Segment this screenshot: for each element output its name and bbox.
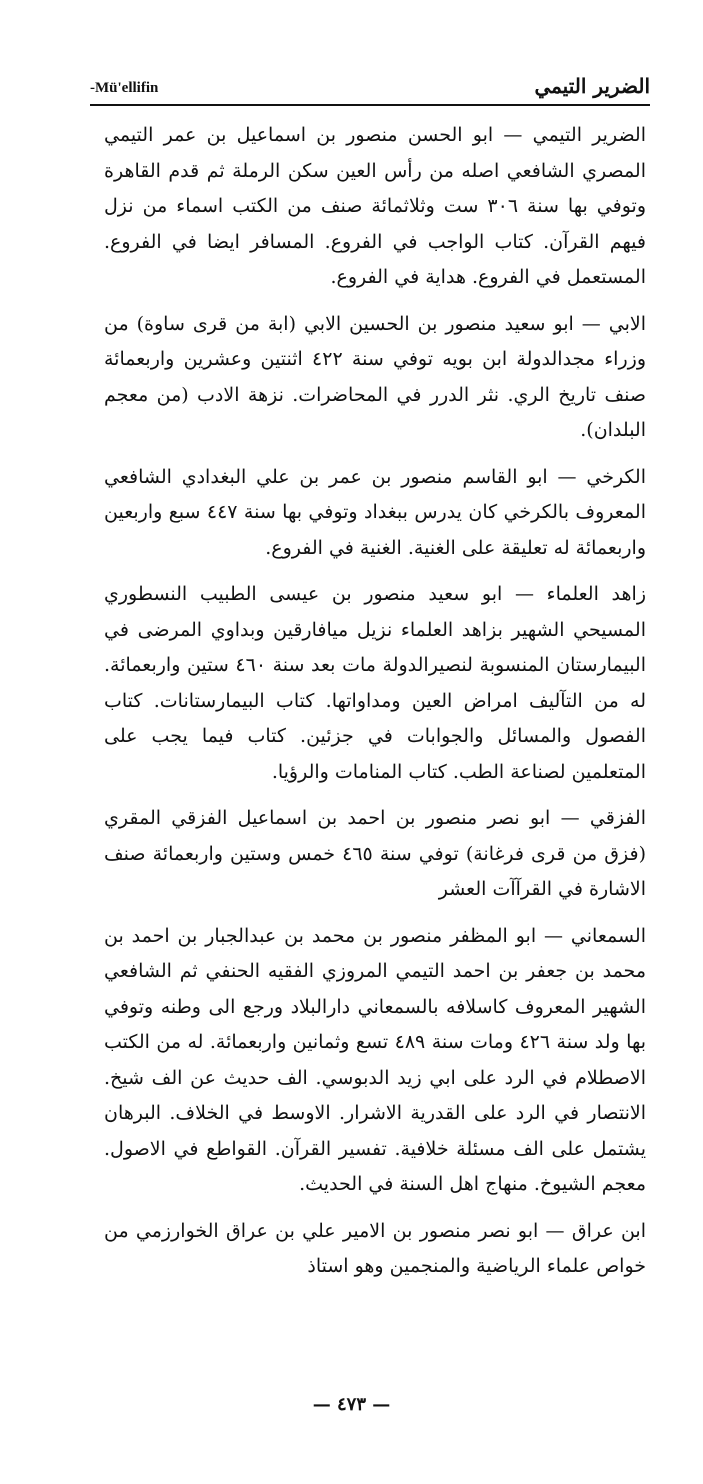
entry-al-samani (104, 919, 646, 1203)
entry-text: ابن عراق — ابو نصر منصور بن الامير علي بن عراق الخوارزمي من خواص علماء الرياضية والمنجمين وهو استاذ (104, 1219, 646, 1277)
page-number: — ٤٧٣ — (312, 1394, 391, 1415)
entry-text: الكرخي — ابو القاسم منصور بن عمر بن علي البغدادي الشافعي المعروف بالكرخي كان يدرس ببغداد وتوفي بها سنة ٤٤٧ سبع واربعين واربعمائة له تعليقة على الغنية. الغنية في الفروع. (104, 465, 646, 559)
header-left-label: -Mü'ellifin (90, 80, 159, 96)
header-rule (90, 104, 650, 106)
entry-al-fazaqi (104, 801, 646, 908)
entry-text: زاهد العلماء — ابو سعيد منصور بن عيسى الطبيب النسطوري المسيحي الشهير بزاهد العلماء نزيل ميافارقين وبداوي المرضى في البيمارستان المنسوبة لنصيرالدولة مات بعد سنة ٤٦٠ ستين واربعمائة. له من التآليف امراض العين ومداواتها. كتاب البيمارستانات. كتاب الفصول والمسائل والجوابات في جزئين. كتاب فيما يجب على المتعلمين لصناعة الطب. كتاب المنامات والرؤيا. (104, 583, 646, 783)
body-text (104, 118, 646, 1296)
entry-al-darir-al-taymi (104, 118, 646, 296)
entry-ibn-iraq (104, 1214, 646, 1285)
entry-text: الفزقي — ابو نصر منصور بن احمد بن اسماعيل الفزقي المقري (فزق من قرى فرغانة) توفي سنة ٤٦٥ خمس وستين واربعمائة صنف الاشارة في القرآآت العشر (104, 807, 646, 900)
running-header (90, 74, 650, 104)
entry-al-abi (104, 307, 646, 449)
entry-al-karkhi (104, 460, 646, 567)
entry-zahid-al-ulama (104, 577, 646, 790)
entry-text: الضرير التيمي — ابو الحسن منصور بن اسماعيل بن عمر التيمي المصري الشافعي اصله من رأس العين سكن الرملة ثم قدم القاهرة وتوفي بها سنة ٣٠٦ ست وثلاثمائة صنف من الكتب اسماء من نزل فيهم القرآن. كتاب الواجب في الفروع. المسافر ايضا في الفروع. المستعمل في الفروع. هداية في الفروع. (104, 124, 646, 288)
entry-text: الابي — ابو سعيد منصور بن الحسين الابي (ابة من قرى ساوة) من وزراء مجدالدولة ابن بويه توفي سنة ٤٢٢ اثنتين وعشرين واربعمائة صنف تاريخ الري. نثر الدرر في المحاضرات. نزهة الادب (من معجم البلدان). (104, 312, 646, 441)
header-right-title: الضرير التيمي (534, 74, 650, 98)
entry-text: السمعاني — ابو المظفر منصور بن محمد بن عبدالجبار بن احمد بن محمد بن جعفر بن احمد التيمي المروزي الفقيه الحنفي ثم الشافعي الشهير المعروف كاسلافه بالسمعاني دارالبلاد ورجع الى وطنه وتوفي بها ولد سنة ٤٢٦ ومات سنة ٤٨٩ تسع وثمانين واربعمائة. له من الكتب الاصطلام في الرد على ابي زيد الدبوسي. الف حديث عن الف شيخ. الانتصار في الرد على القدرية الاشرار. الاوسط في الخلاف. البرهان يشتمل على الف مسئلة خلافية. تفسير القرآن. القواطع في الاصول. معجم الشيوخ. منهاج اهل السنة في الحديث. (104, 924, 647, 1195)
